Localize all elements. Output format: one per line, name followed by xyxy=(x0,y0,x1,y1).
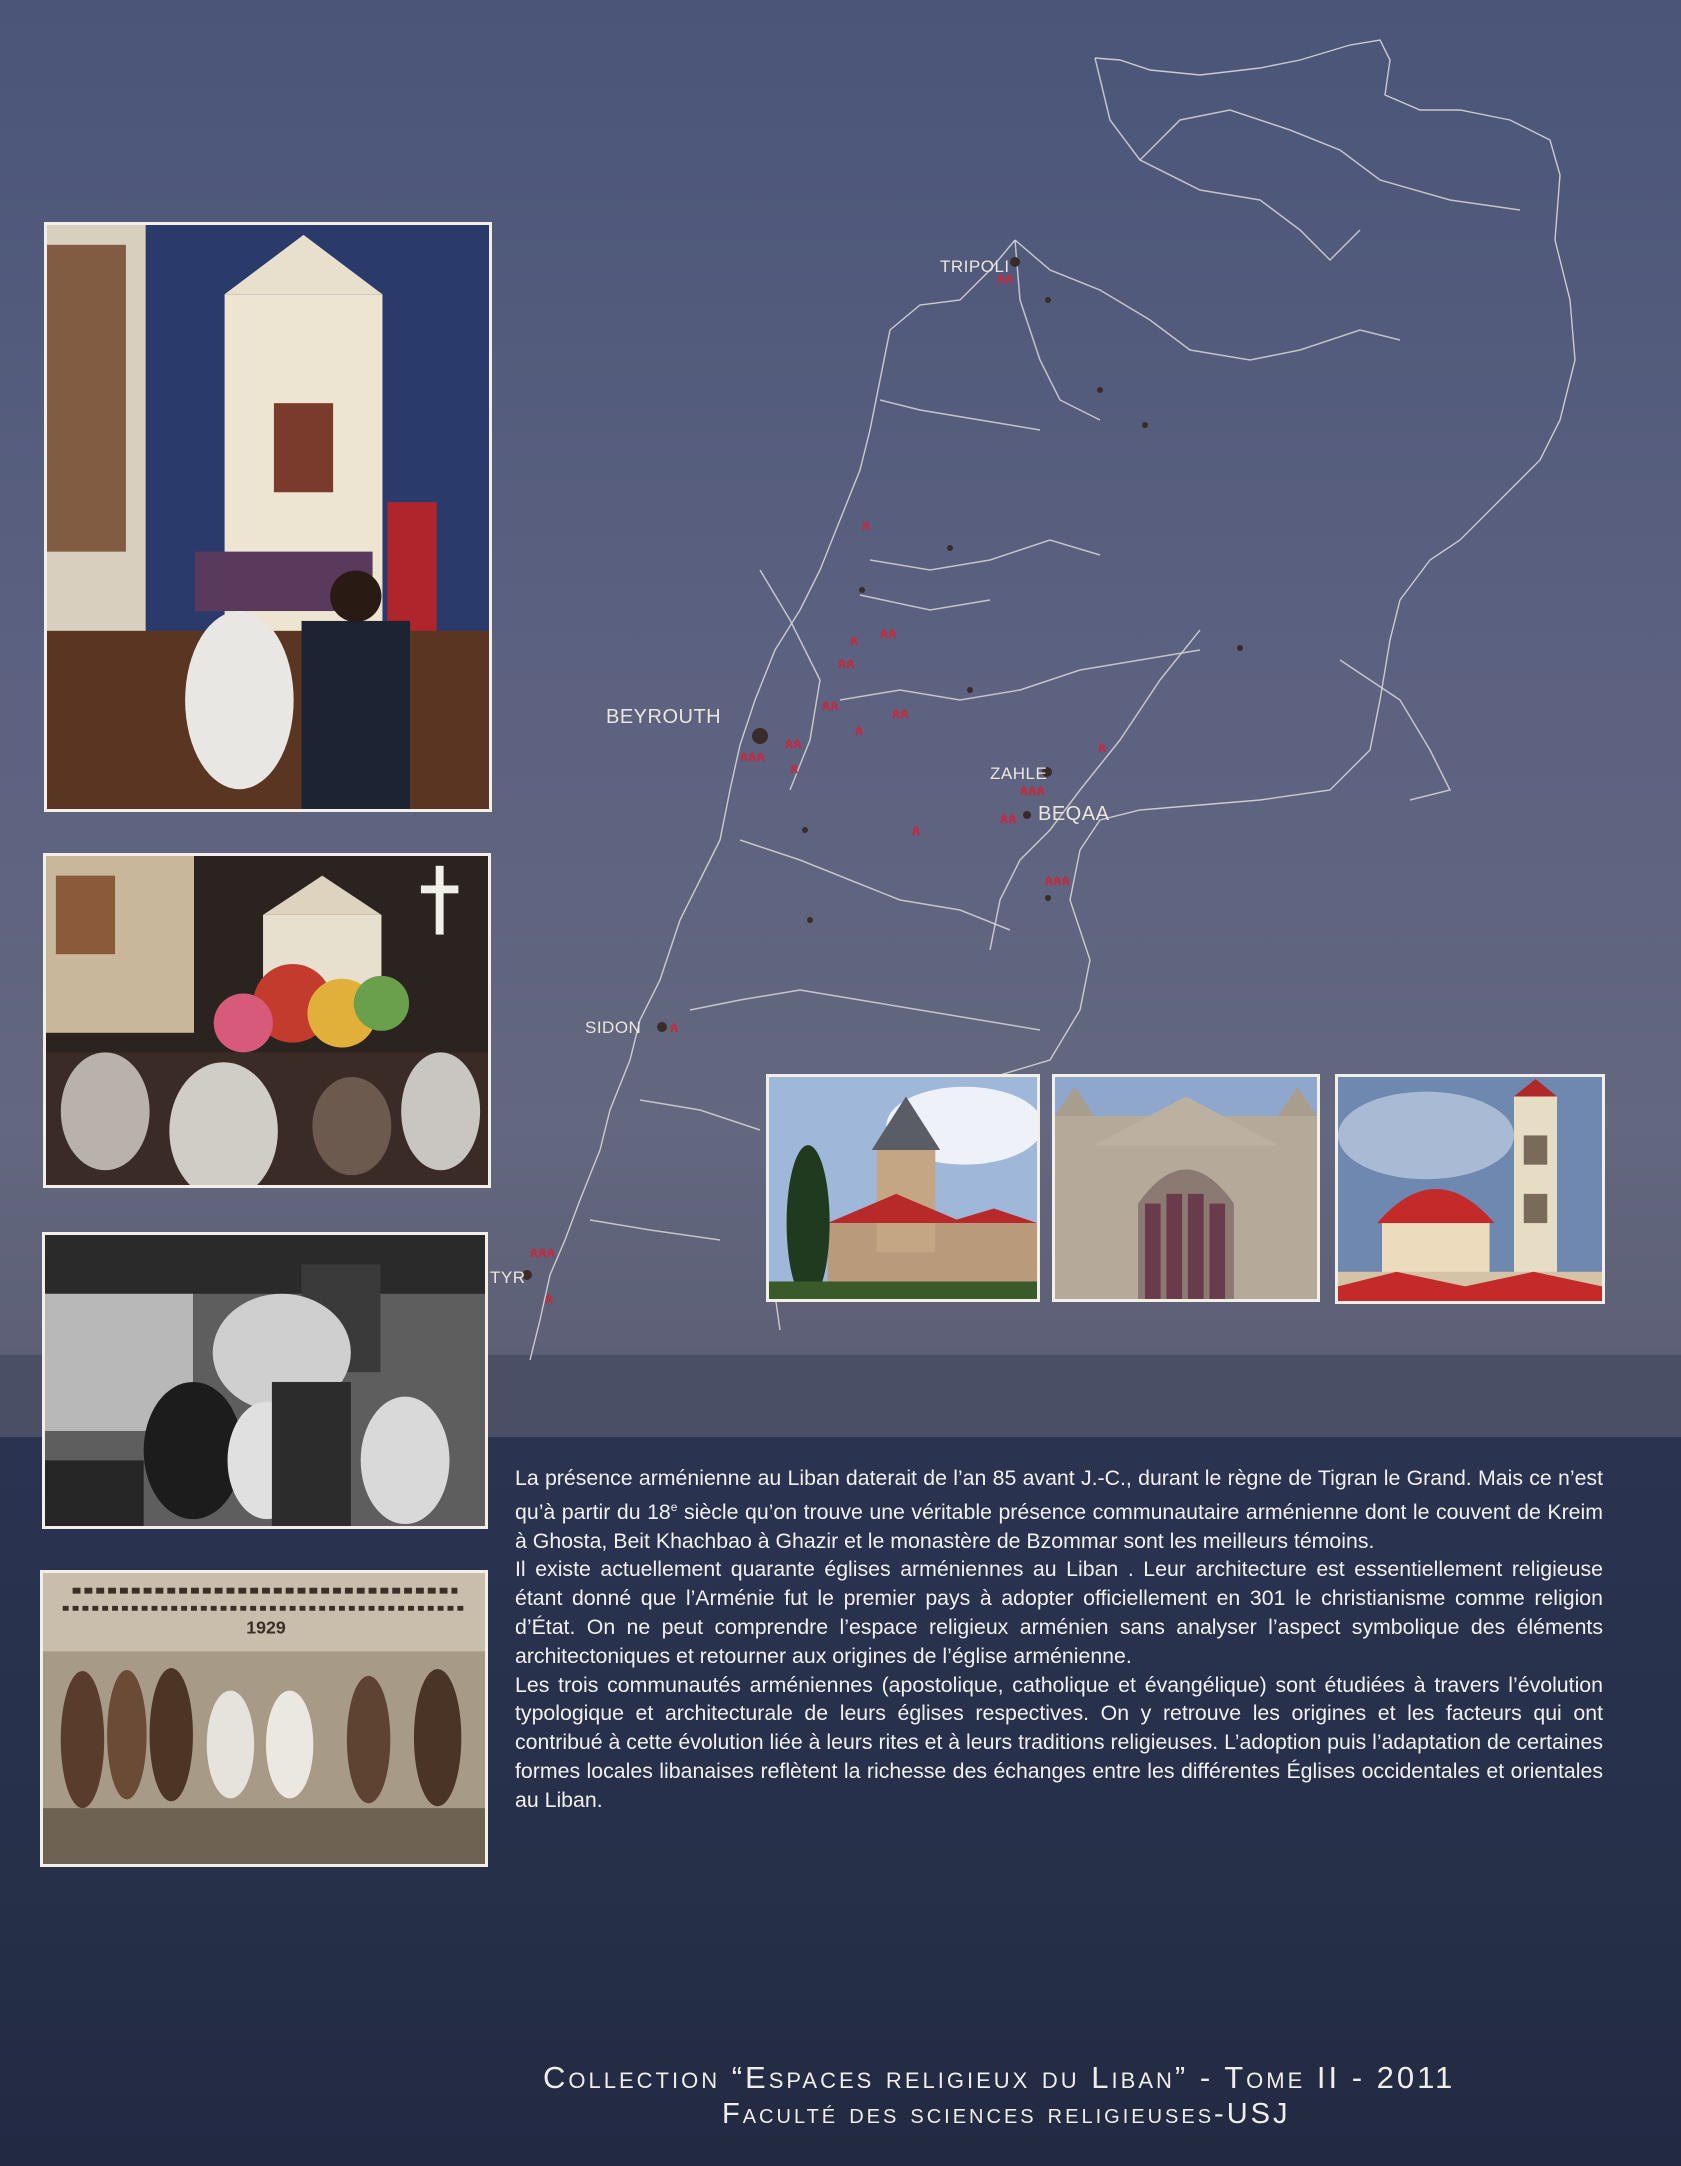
svg-text:ጰ: ጰ xyxy=(912,822,921,838)
city-sidon: SIDON xyxy=(585,1018,642,1037)
faculty-name: Faculté des sciences religieuses-USJ xyxy=(722,2098,1291,2130)
flower-decorated-altar-photo xyxy=(43,853,491,1188)
svg-text:ጰጰ: ጰጰ xyxy=(997,270,1014,286)
city-tyr: TYR xyxy=(490,1268,526,1287)
svg-text:ጰ: ጰ xyxy=(855,722,864,738)
svg-text:ጰ: ጰ xyxy=(862,517,871,533)
photo-year-label: 1929 xyxy=(246,1617,286,1638)
1929-children-costumes-photo xyxy=(40,1570,488,1867)
svg-text:ጰጰ: ጰጰ xyxy=(880,625,897,641)
svg-text:ጰ: ጰ xyxy=(545,1290,554,1306)
city-beyrouth: BEYROUTH xyxy=(606,706,722,728)
svg-text:ጰጰጰ: ጰጰጰ xyxy=(1045,872,1071,888)
svg-text:ጰጰ: ጰጰ xyxy=(1000,810,1017,826)
svg-text:ጰጰ: ጰጰ xyxy=(822,697,839,713)
svg-text:ጰ: ጰ xyxy=(1098,739,1107,755)
church-bell-tower-photo xyxy=(1335,1074,1605,1304)
svg-text:ጰጰጰ: ጰጰጰ xyxy=(740,748,766,764)
svg-text:ጰ: ጰ xyxy=(850,632,859,648)
gothic-church-facade-photo xyxy=(1052,1074,1320,1302)
city-beqaa: BEQAA xyxy=(1038,803,1110,825)
church-interior-altar-photo xyxy=(44,222,492,812)
svg-text:ጰጰ: ጰጰ xyxy=(892,705,909,721)
svg-text:ጰጰጰ: ጰጰጰ xyxy=(530,1244,556,1260)
svg-text:ጰ: ጰ xyxy=(790,760,799,776)
svg-text:ጰጰጰ: ጰጰጰ xyxy=(1020,782,1046,798)
city-zahle: ZAHLE xyxy=(990,764,1048,783)
stone-church-dome-photo xyxy=(766,1074,1040,1302)
city-tripoli: TRIPOLI xyxy=(940,257,1010,276)
description-text xyxy=(515,1464,1603,1815)
paragraph-1: La présence arménienne au Liban daterait de l’an 85 avant J.-C., durant le règne de Tigran le Grand. Mais ce n’est qu’à partir du 18e siècle qu’on trouve une véritable présence communautaire arménienne dont le couvent de Kreim à Ghosta, Beit Khachbao à Ghazir et le monastère de Bzommar sont les meilleurs témoins. xyxy=(515,1466,1603,1553)
svg-text:ጰ: ጰ xyxy=(670,1019,679,1035)
collection-title: Collection “Espaces religieux du Liban” - Tome II - 2011 xyxy=(543,2060,1456,2095)
svg-text:ጰጰ: ጰጰ xyxy=(838,655,855,671)
svg-text:ጰጰ: ጰጰ xyxy=(785,735,802,751)
historic-bw-ceremony-photo xyxy=(42,1232,488,1529)
paragraph-3: Les trois communautés arméniennes (apostolique, catholique et évangélique) sont étudiées à travers l’évolution typologique et architecturale de leurs églises respectives. On y retrouve les origines et les facteurs qui ont contribué à cette évolution liée à leurs rites et à leurs traditions religieuses. L’adoption puis l’adaptation de certaines formes locales libanaises reflètent la richesse des échanges entre les différentes Églises occidentales et orientales au Liban. xyxy=(515,1672,1603,1812)
paragraph-2: Il existe actuellement quarante églises arméniennes au Liban . Leur architecture est essentiellement religieuse étant donné que l’Arménie fut le premier pays à adopter officiellement en 301 le christianisme comme religion d’État. On ne peut comprendre l’espace religieux arménien sans analyser l’aspect symbolique des éléments architectoniques et retourner aux origines de l’église arménienne. xyxy=(515,1557,1603,1668)
